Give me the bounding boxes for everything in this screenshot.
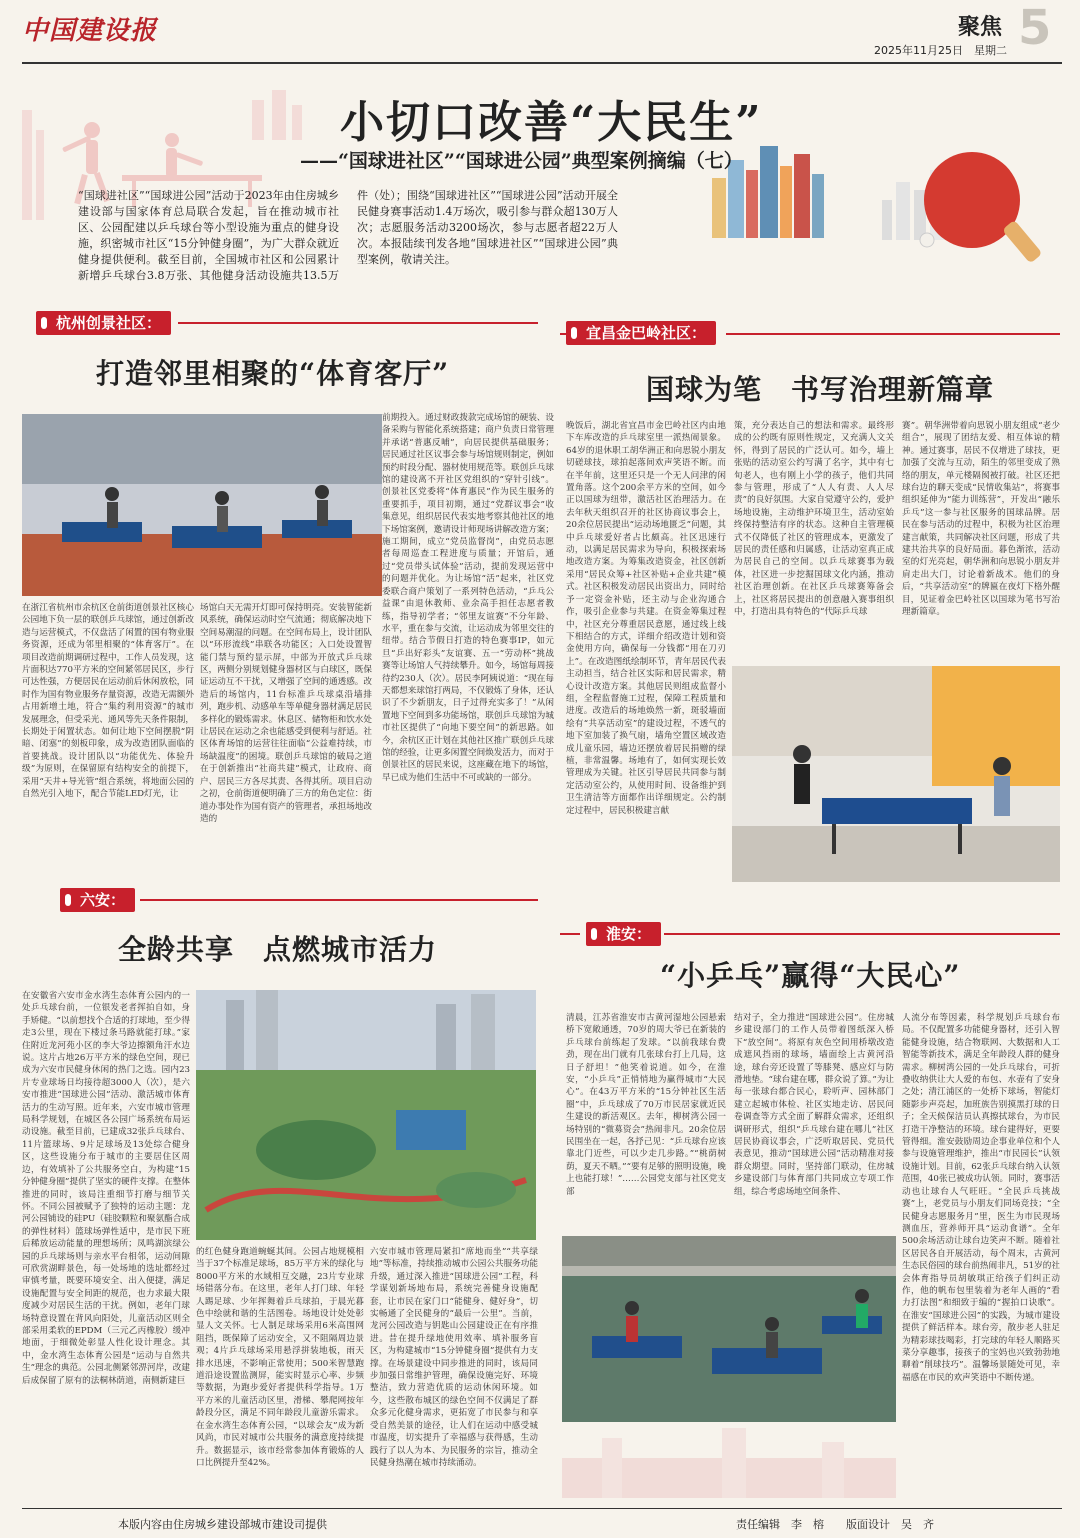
section-label-luan: 六安： [60, 888, 135, 912]
section-rule [140, 899, 538, 901]
article-title-yichang: 国球为笔 书写治理新篇章 [646, 373, 995, 406]
article-column: 晚饭后，湖北省宜昌市金巴岭社区内由地下车库改造的乒乓球室里一派热闹景象。64岁的退休职工胡华洲正和向思锐小朋友切磋球技，球拍起落间欢声笑语不断。而在半年前，这里还只是一个无人问津的闲置角落。这个200余平方米的空间，如今正以国球为纽带，激活社区治理活力。在去年秋天组织召开的社区协商议事会上，20余位居民提出“运动场地匮乏”问题，其中乒乓球爱好者占比颇高。社区迅速行动，以满足居民需求为导向，积极探索场地改造方案。为筹集改造资金，社区创新采用“居民众筹+社区补贴+企业共建”模式。社区积极发动居民出资出力，同时给予一定资金补贴，还主动与企业沟通合作，吸引企业参与共建。在资金筹集过程中，社区充分尊重居民意愿，通过线上线下相结合的方式，详细介绍改造计划和资金使用方向，确保每一分钱都“用在刀刃上”。在改造图纸绘制环节，青年居民代表主动担当，结合社区实际和居民需求，精心设计改造方案。其他居民则组成监督小组，全程监督施工过程，保障工程质量和进度。改造后的场地焕然一新，斑驳墙面绘有“共享活动室”的建设过程，不透气的地下室加装了换气扇，墙角空置区域改造成儿童乐园，墙边还摆放着居民捐赠的绿植，非常温馨。场地有了，如何实现长效管理成为关键。社区引导居民共同参与制定活动室公约，从使用时间、设备维护到卫生清洁等方面都作出详细规定。公约制定过程中，居民积极建言献 [566, 421, 726, 816]
intro-paragraph: “国球进社区”“国球进公园”活动于2023年由住房城乡建设部与国家体育总局联合发起，旨在推动城市社区、公园配建以乒乓球台等小型设施为重点的健身设施，织密城市社区“15分钟健身圈”，为广大群众就近健身提供便利。截至目前，全国城市社区和公园累计新增乒乓球台3.8万张、其他健身活动设施共13.5万件（处）；围绕“国球进社区”“国球进公园”活动开展全民健身赛事活动1.4万场次，吸引参与群众超130万人次；志愿服务活动3200场次，参与志愿者超22万人次。本报陆续刊发各地“国球进社区”“国球进公园”典型案例，敬请关注。 [78, 189, 618, 282]
article-column: 赛”。朝华洲带着向思锐小朋友组成“老少组合”，展现了团结友爱、相互体谅的精神。通过赛事，居民不仅增进了球技，更加强了交流与互动，陌生的邻里变成了熟络的朋友，单元楼隔阂被打破。社区还把球台边的聊天变成“民情收集站”，将赛事组织延伸为“能力训练营”，开发出“融乐乒乓”这一参与社区服务的国球品牌。居民在参与活动的过程中，积极为社区治理建言献策，共同解决社区问题，形成了共建共治共享的良好局面。暮色渐浓，活动室的灯光亮起，朝华洲和向思锐小朋友并肩走出大门，讨论着新战术。他们的身后，“共享活动室”的牌匾在夜灯下格外醒目，见证着金巴岭社区以国球为笔书写治理新篇章。 [902, 421, 1060, 618]
photo-luan-park-aerial [196, 990, 536, 1240]
article-column: 在安徽省六安市金水湾生态体育公园内的一处乒乓球台前，一位银发老者挥拍自如，身手矫健。“以前想找个合适的打球地，至少得走3公里，现在下楼过条马路就能打球。”家住附近龙河苑小区的李大爷边擦额角汗水边说。这片占地26万平方米的绿色空间，现已成为六安市民健身休闲的热门之选。园内23片专业球场日均接待超3000人（次），是六安市推进“国球进公园”活动、激活城市体育活力的生动写照。近年来，六安市城市管理局科学规划，在城区各公园广场系统布局运动设施。截至目前，已建成32张乒乓球台、11片篮球场、9片足球场及13处综合健身区，这些设施分布于城市的主要居住区周边，有效填补了公共服务空白，为构建“15分钟健身圈”提供了坚实的硬件支撑。在整体推进的同时，该局注重细节打磨与细节关怀。不同公园被赋予了独特的运动主题：龙河公园铺设的硅PU（硅胶颗粒和聚氨酯合成的弹性材料）篮球场弹性适中，是市民下班后稀放运动能量的理想场所；凤鸣湖滨绿公园的乒乓球场则与亲水平台相邻，运动间隙可欣赏湖畔景色，每一处场地的选址都经过审慎考量，既要环境安全、出入便捷，满足设施配置与安全间距的规范，也力求最大限度减少对居民生活的干扰。例如，老年门球场特意设置在背风向阳处，儿童活动区则全部采用柔软的EPDM（三元乙丙橡胶）缓冲地面，于细微处彰显人性化设计理念。其中，金水湾生态体育公园是“运动与自然共生”理念的典范。公园北侧紧邻淠河岸，改建后成保留了原有的法桐林荫道，南侧新建巨 [22, 991, 190, 1386]
article-title-hangzhou: 打造邻里相聚的“体育客厅” [96, 357, 450, 390]
section-label-hangzhou: 杭州创景社区： [36, 311, 171, 335]
article-column: 策，充分表达自己的想法和需求。最终形成的公约既有原则性规定，又充满人文关怀，得到了居民的广泛认可。如今，墙上张贴的活动室公约写满了名字，其中有七旬老人，也有刚上小学的孩子，他们共同参与管理，形成了“人人有责、人人尽责”的良好氛围。大家自觉遵守公约，爱护场地设施，主动维护环境卫生，活动室始终保持整洁有序的状态。这种自主管理模式不仅降低了社区的管理成本，更激发了居民的责任感和归属感，让活动室真正成为居民自己的空间。以乒乓球赛事为载体，社区进一步挖掘国球文化内涵，推动社区治理创新。在社区乒乓球赛筹备会上，社区将居民提出的创意融入赛事组织中，打造出具有特色的“代际乒乓球 [734, 421, 894, 618]
article-column: 人流分布等因素，科学规划乒乓球台布局。不仅配置多功能健身器材，还引入智能健身设施，结合物联网、大数据和人工智能等新技术，满足全年龄段人群的健身需求。柳树湾公园的一处乒乓球台，可折叠收纳供让大人爱的布包、水壶有了安身之处；清江浦区的一处桥下球场，智能灯随影步声亮起，加班族告别摸黑打球的日子；全天候保洁员认真擦拭球台，为市民打造干净整洁的环境。球台建得好，更要管得细。淮安鼓励周边企事业单位和个人参与设施管理维护，推出“市民园长”认领设施计划。目前，62张乒乓球台纳入认领范围，40张已被成功认领。同时，赛事活动也让球台人气旺旺。“全民乒乓挑战赛”上，老党员与小朋友们同场竞技；“全民健身志愿服务月”里，医生为市民现场测血压，营养师开具“运动食谱”。全年500余场活动让球台边笑声不断。随着社区居民各自开展活动，每个周末，古黄河生态民俗园的球台前热闹非凡，51岁的社会体育指导员胡敏琪正给孩子们纠正动作，他的帆布包里装着为老年人画的“看力打法图”和细致于编的“握拍口诀歌”。在淮安“国球进公园”的实践，为城市建设提供了鲜活样本。球台旁，散步老人驻足为精彩球技喝彩，打完球的年轻人顺路买菜分享趣事，接孩子的宝妈也兴致勃勃地聊着“削球技巧”。温馨场景随处可见，幸福感在市民的欢声笑语中不断传递。 [902, 1013, 1060, 1383]
article-column: 场馆白天无需开灯即可保持明亮。安装智能新风系统，确保运动时空气流通；彻底解决地下空间易潮湿的问题。在空间布局上，设计团队以“环形流线”串联各功能区；入口处设置智能门禁与预约显示屏，中部为开放式乒乓球区，两侧分别规划健身器材区与白球区，既保证运动互不干扰，又增强了空间的通透感。改造后的场馆内，11台标准乒乓球桌沿墙排列，跑步机、动感单车等单健身器材满足居民多样化的锻炼需求。休息区、储物柜和饮水处让居民在运动之余也能感受到便利与舒适。社区体育场馆的运营往往面临“公益难持续，市场缺温度”的困境。联创乒乓球馆的破局之道在于创新推出“社商共建”模式，让政府、商户、居民三方各尽其责、各得其所。项目启动之初，仓前街道便明确了三方的角色定位：街道办事处作为国有资产的管理者，承担场地改造的 [200, 603, 372, 824]
photo-huaian-bridge-courts [562, 1236, 896, 1422]
issue-date: 2025年11月25日 星期二 [874, 44, 1007, 57]
footer-rule [22, 1508, 1062, 1509]
article-column: 在浙江省杭州市余杭区仓前街道创景社区核心公园地下负一层的联创乒乓球馆，通过创新改造与运营模式，不仅盘活了闲置的国有物业服务资源，还成为邻里相聚的“体育客厅”。在项目改造前期调研过程中，工作人员发现，这片面积达770平方米的空间紧邻居民区，步行可达性强，方便居民在运动前后休闲放松，同时作为国有物业服务存量资源，改造无需额外占用新增土地，符合“集约利用资源”的城市发展理念，但受采光、通风等先天条件限制，长期处于闲置状态。如何让地下空间摆脱“阴暗、闭塞”的刻板印象，成为改造团队面临的首要挑战。设计团队以“功能优先、体验升级”为原则，在保留原有结构安全的前提下，采用“天井+导光管”组合系统，将地面公园的自然光引入地下，配合节能LED灯光，让 [22, 603, 194, 800]
table-tennis-paddle-icon [920, 152, 1043, 264]
section-rule [178, 322, 538, 324]
footer-credit: 本版内容由住房城乡建设部城市建设司提供 [118, 1518, 327, 1531]
header-rule [22, 62, 1062, 64]
article-column: 清晨，江苏省淮安市古黄河湿地公园悬索桥下宽敞通透，70岁的周大爷已在新装的乒乓球台前练起了发球。“以前我球台费劲，现在出门就有几张球台打上几局，这日子舒坦！”他笑着说道。如今，在淮安，“小乒乓”正悄悄地为赢得城市“大民心”。在43万平方米的“15分钟社区生活圈”中，乒乓球成了70万市民居家就近民生建设的新活观区。去年，柳树湾公园一场特别的“微募资会”热闹非凡。20余位居民围坐在一起，各抒己见：“乒乓球台应该靠北门近些，可以少走几步路。”“桃荫树荫，夏天不晒。”“要有足够的照明设施，晚上也能打球！”……公园党支部与社区党支部 [566, 1013, 726, 1197]
masthead-logo: 中国建设报 [22, 16, 158, 46]
photo-yichang-activity-room [732, 666, 1060, 882]
section-label-huaian: 淮安： [586, 922, 661, 946]
section-rule [560, 933, 580, 935]
main-headline: 小切口改善“大民生” [340, 97, 763, 148]
article-title-luan: 全龄共享 点燃城市活力 [118, 933, 438, 966]
footer-illustration [562, 1428, 896, 1498]
section-rule [664, 933, 1060, 935]
page-number: 5 [1018, 0, 1052, 56]
footer-editors: 责任编辑 李 榕 版面设计 吴 齐 [736, 1518, 934, 1531]
section-label-yichang: 宜昌金巴岭社区： [566, 321, 716, 345]
city-skyline-icon [712, 146, 960, 240]
sub-headline: ——“国球进社区”“国球进公园”典型案例摘编（七） [300, 150, 743, 172]
section-name: 聚焦 [958, 15, 1003, 40]
photo-hangzhou-table-tennis-hall [22, 414, 382, 596]
article-title-huaian: “小乒乓”赢得“大民心” [660, 959, 961, 992]
section-rule [726, 333, 1060, 335]
article-column: 六安市城市管理局紧扣“席地而坐”“共享绿地”等标准，持续推动城市公园公共服务功能升级，通过深入推进“国球进公园”工程，科学谋划新场地布局，系统完善健身设施配套，让市民在家门口“能健身、健好身”，切实畅通了全民健身的“最后一公里”。当前，龙河公园改造与钥匙山公园建设正在有序推进。昔在提升绿地使用效率、填补服务盲区，为构建城市“15分钟健身圈”提供有力支撑。在场景建设中同步推进的同时，该局同步加强日常维护管理，确保设施完好、环境整洁，致力营造优质的运动休闲环境。如今，这些散布城区的绿色空间不仅满足了群众多元化健身需求，更拓宽了市民参与和享受自然美景的途径，让人们在运动中感受城市温度，切实提升了幸福感与获得感，生动践行了以人为本、为民服务的宗旨，推动全民健身热潮在城市持续涌动。 [370, 1247, 538, 1468]
article-column: 的红色健身跑道蜿蜒其间。公园占地规模相当于37个标准足球场，85万平方米的绿化与8000平方米的水域相互交融，23片专业球场错落分布。在这里，老年人打门球、年轻人踢足球、少年挥舞着乒乓球拍，于晨光暮色中绘就和谐的生活图卷。场地设计处处彰显人文关怀。七人制足球场采用6米高围网阻挡，既保障了运动安全，又不阻隔周边景观；4片乒乓球场采用悬浮拼装地板，雨天排水迅速，不影响正常使用；500米智慧跑道沿途设置监测屏，能实时显示心率、步频等数据，为跑步爱好者提供科学指导。1万平方米的儿童活动区里，滑梯、攀爬网按年龄段分区，满足不同年龄段儿童游乐需求。在金水湾生态体育公园，“以球会友”成为新风尚，市民对城市公共服务的满意度持续提升。数据显示，该市经常参加体育锻炼的人口比例提升至42%。 [196, 1247, 364, 1468]
article-column: 前期投入。通过财政拨款完成场馆的硬装、设备采购与智能化系统搭建；商户负责日常管理并承诺“普惠反哺”，向居民提供基础服务；居民通过社区议事会参与场馆规则制定，例如预约时段分配、器材使用规范等。联创乒乓球馆的建设离不开社区党组织的“穿针引线”。创景社区党委将“体育惠民”作为民生服务的重要抓手，项目初期，通过“党群议事会”收集意见，组织居民代表实地考察其他社区的地下场馆案例，邀请设计师现场讲解改造方案；施工期间，成立“党员监督岗”，由党员志愿者每周巡查工程进度与质量；开馆后，通过“党员带头试体验”活动，提前发现运营中的问题并优化。为让场馆“活”起来，社区党委联合商户策划了一系列特色活动，“乒乓公益课”由退休教师、业余高手担任志愿者教练，指导初学者；“邻里友谊赛”不分年龄、水平，重在参与交流，让运动成为邻里交往的纽带。结合节假日打造的特色赛事IP，如元旦“乒出好彩头”友谊赛、五一“劳动杯”挑战赛等让场馆人气持续攀升。如今，场馆每周接待约230人（次）。居民李阿姨说道：“现在每天都想来球馆打两局，不仅锻炼了身体，还认识了不少新朋友，日子过得充实多了！”从闲置地下空间到多功能场馆，联创乒乓球馆为城市社区提供了“向地下要空间”的新思路。如今，余杭区正计划在其他社区推广联创乒乓球馆的经验，让更多闲置空间焕发活力，而对于创景社区的居民来说，这座藏在地下的场馆，早已成为他们生活中不可或缺的一部分。 [382, 413, 554, 783]
article-column: 结对子，全力推进“国球进公园”。住房城乡建设部门的工作人员带着图纸深入桥下“放空间”。将原有灰色空间用桥墩改造成遮风挡雨的球场，墙面绘上古黄河沿途，球台旁还设置了等膝凳、感应灯与防滑地垫。“球台建在哪，群众说了算。”为让每一张球台都合民心，聆听声、园林部门建立起城市体检、社区实地走访、居民问卷调查等方式全面了解群众需求，还组织调研形式，组织“乒乓球台建在哪儿”社区居民协商议事会，广泛听取居民、党员代表意见，推动“国球进公园”活动精准对接群众期望。同时，坚持部门联动，住房城乡建设部门与体育部门共同成立专项工作组，综合考虑场地空间条件、 [734, 1013, 894, 1197]
